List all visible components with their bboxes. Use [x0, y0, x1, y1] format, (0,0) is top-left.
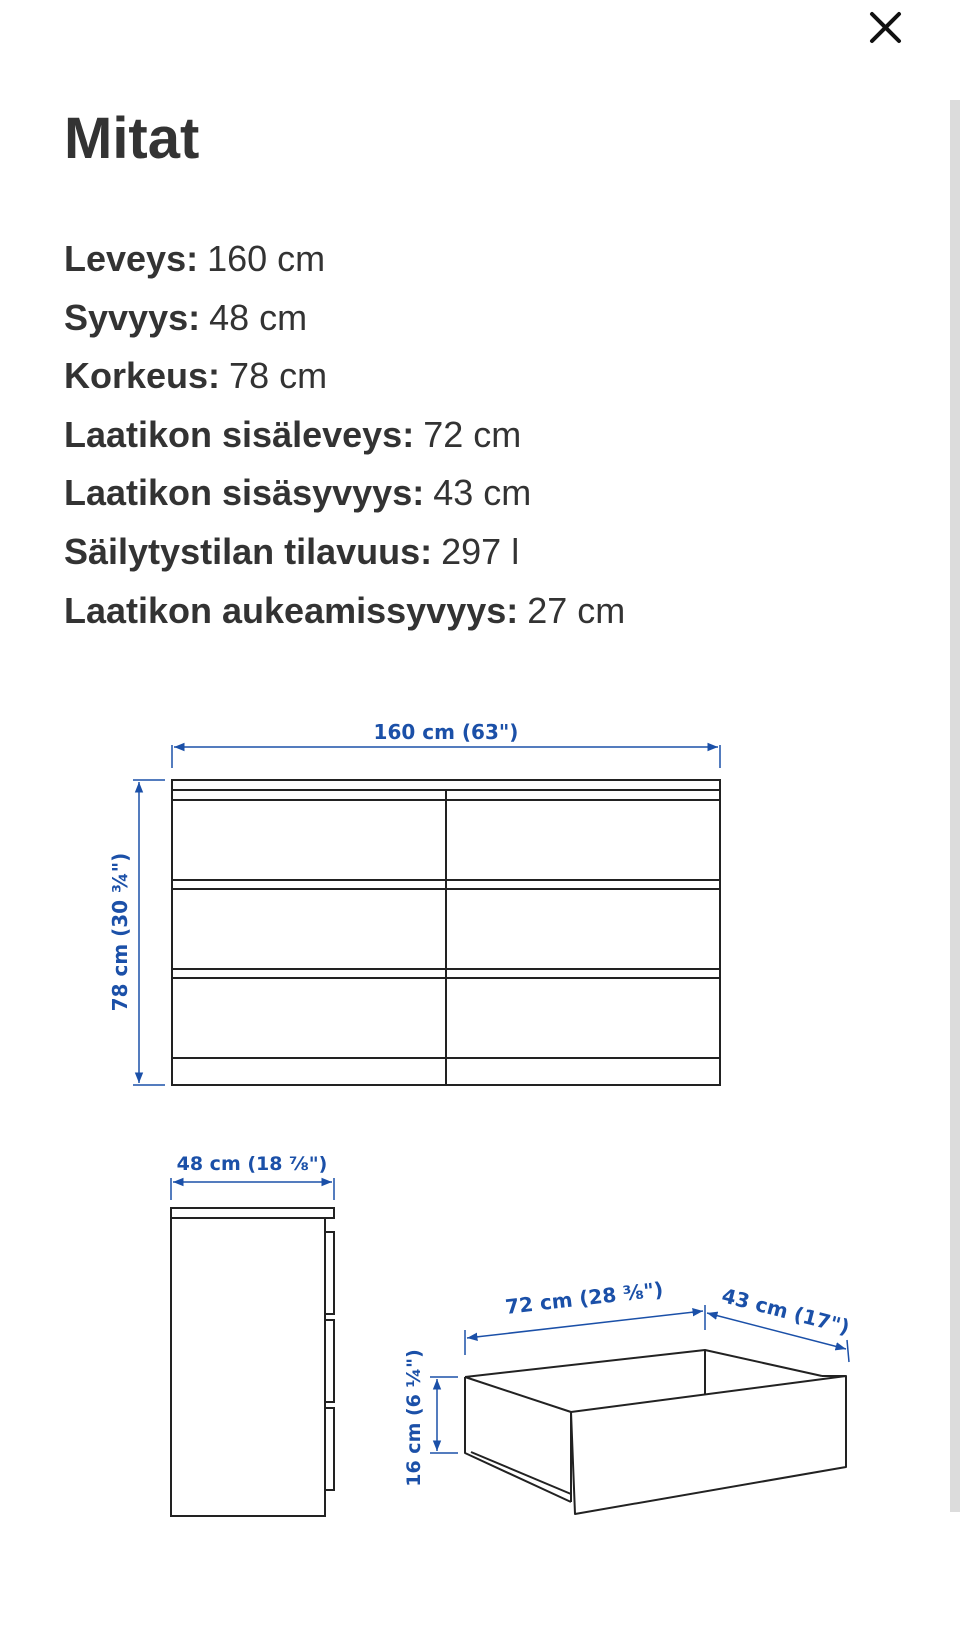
drawer-front: [172, 889, 446, 969]
drawer-height-label: 16 cm (6 ¼"): [403, 1349, 425, 1487]
front-drawers: [172, 800, 720, 1058]
side-view: [171, 1208, 334, 1516]
spec-value: 297 l: [441, 530, 520, 572]
spec-value: 78 cm: [229, 355, 328, 397]
drawer-depth-dimension: [707, 1283, 852, 1362]
spec-value: 27 cm: [527, 589, 626, 631]
width-dimension: [172, 720, 720, 768]
spec-label: Laatikon sisäleveys:: [64, 413, 415, 455]
height-dimension: [108, 780, 165, 1085]
drawer-front: [172, 978, 446, 1058]
spec-label: Syvyys:: [64, 296, 201, 338]
drawer-depth-label: 43 cm (17"): [719, 1283, 853, 1340]
height-label: 78 cm (30 ¾"): [108, 852, 132, 1012]
spec-label: Korkeus:: [64, 355, 221, 397]
spec-value: 43 cm: [433, 472, 532, 514]
spec-value: 72 cm: [423, 413, 522, 455]
drawer-side-edge: [325, 1408, 334, 1490]
dresser-side-top: [171, 1208, 334, 1218]
drawer-front: [446, 800, 720, 880]
drawer-box: [465, 1350, 846, 1514]
drawer-front: [172, 800, 446, 880]
drawer-width-label: 72 cm (28 ⅜"): [504, 1277, 665, 1319]
drawer-side-edge: [325, 1320, 334, 1402]
drawer-side-edge: [325, 1232, 334, 1314]
depth-label: 48 cm (18 ⅞"): [176, 1153, 328, 1175]
drawer-height-dimension: [403, 1349, 458, 1487]
dresser-side-body: [171, 1218, 325, 1516]
drawer-front: [446, 978, 720, 1058]
drawer-front: [446, 889, 720, 969]
spec-value: 160 cm: [207, 238, 326, 279]
spec-label: Leveys:: [64, 238, 199, 279]
depth-dimension: [171, 1153, 334, 1200]
spec-label: Laatikon sisäsyvyys:: [64, 472, 425, 514]
page-title: Mitat: [64, 106, 200, 171]
spec-label: Laatikon aukeamissyvyys:: [64, 589, 519, 631]
spec-value: 48 cm: [209, 296, 308, 338]
spec-label: Säilytystilan tilavuus:: [64, 530, 433, 572]
width-label: 160 cm (63"): [373, 720, 519, 744]
drawer-width-dimension: [465, 1277, 705, 1355]
